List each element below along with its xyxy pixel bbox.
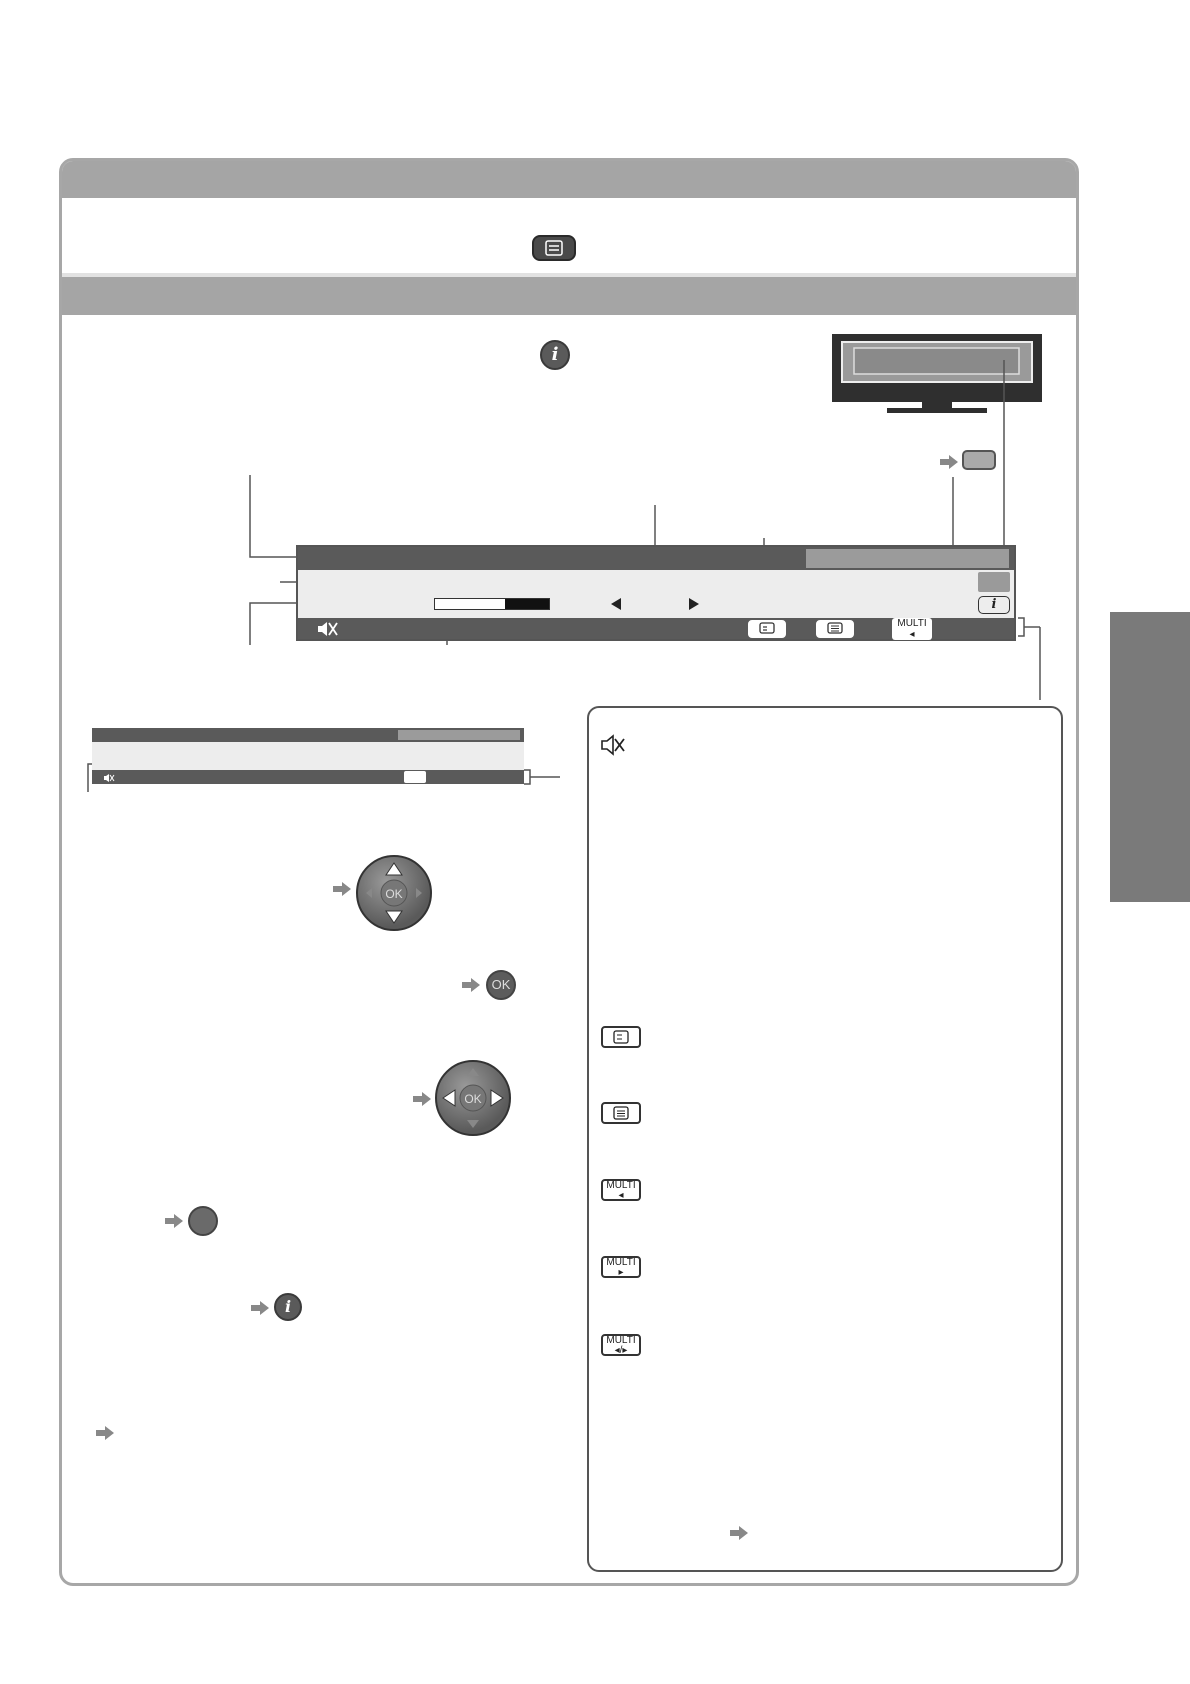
mute-legend-icon xyxy=(600,733,626,757)
teletext-legend-icon xyxy=(601,1102,641,1124)
ok-text: OK xyxy=(385,887,403,901)
audio-video-glyph: ◂/▸ xyxy=(614,1345,628,1356)
multi-audio-video-legend-icon xyxy=(601,1334,641,1356)
multi-video-legend-icon xyxy=(601,1256,641,1278)
multi-label: MULTI xyxy=(606,1180,636,1191)
section-side-tab xyxy=(1110,612,1190,902)
cursor-pad-left-right-icon[interactable] xyxy=(435,1060,511,1136)
icon-legend-panel xyxy=(587,706,1063,1572)
arrow-icon xyxy=(333,882,351,896)
small-banner-channel xyxy=(398,730,520,740)
arrow-icon xyxy=(96,1426,114,1440)
ok-button-icon[interactable]: OK xyxy=(486,970,516,1000)
info-button-icon[interactable]: i xyxy=(274,1293,302,1321)
speaker-glyph: ◂ xyxy=(618,1190,624,1201)
speaker-glyph: ◂ xyxy=(909,629,915,640)
gray-indicator xyxy=(978,572,1010,592)
arrow-icon xyxy=(165,1214,183,1228)
multi-label: MULTI xyxy=(606,1335,636,1346)
cursor-pad-up-down-icon[interactable] xyxy=(356,855,432,931)
info-button-icon[interactable]: i xyxy=(540,340,570,370)
multi-label: MULTI xyxy=(897,618,927,629)
arrow-icon xyxy=(730,1526,748,1540)
multi-audio-legend-icon xyxy=(601,1179,641,1201)
mute-icon xyxy=(316,619,338,639)
right-arrow-icon xyxy=(688,597,700,611)
small-banner-brackets xyxy=(80,756,560,796)
color-button-icon[interactable] xyxy=(188,1206,218,1236)
subtitle-legend-icon xyxy=(601,1026,641,1048)
teletext-icon xyxy=(816,620,854,638)
left-arrow-icon xyxy=(610,597,622,611)
arrow-icon xyxy=(462,978,480,992)
video-glyph: ▸ xyxy=(618,1267,624,1278)
arrow-icon xyxy=(251,1301,269,1315)
progress-bar-remaining xyxy=(505,599,549,609)
multi-label: MULTI xyxy=(606,1257,636,1268)
banner-channel-area xyxy=(806,549,1009,568)
ok-text: OK xyxy=(464,1092,482,1106)
arrow-icon xyxy=(413,1092,431,1106)
subtitle-icon xyxy=(748,620,786,638)
multi-audio-icon xyxy=(892,618,932,640)
banner-middle-area xyxy=(298,570,1014,618)
info-icon-banner: i xyxy=(978,596,1010,614)
